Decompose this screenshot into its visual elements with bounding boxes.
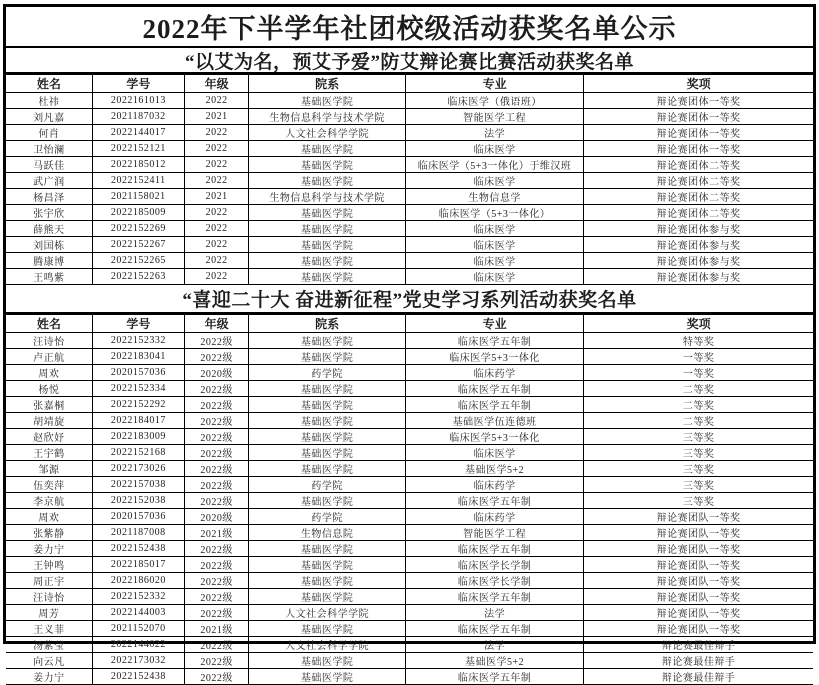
cell-name: 向云凡 xyxy=(6,653,92,669)
cell-student-id: 2022152267 xyxy=(92,237,184,253)
cell-name: 王钟鸣 xyxy=(6,557,92,573)
cell-award: 辩论赛团体参与奖 xyxy=(584,221,813,237)
cell-major: 临床医学（5+3一体化） xyxy=(405,205,583,221)
cell-student-id: 2021187008 xyxy=(92,525,184,541)
cell-college: 生物信息科学与技术学院 xyxy=(249,189,406,205)
cell-award: 辩论赛团体参与奖 xyxy=(584,237,813,253)
cell-grade: 2022级 xyxy=(184,669,249,685)
cell-award: 辩论赛团队一等奖 xyxy=(584,541,813,557)
col-header-grade: 年级 xyxy=(184,315,249,333)
cell-student-id: 2022173032 xyxy=(92,653,184,669)
cell-college: 基础医学院 xyxy=(249,397,406,413)
cell-grade: 2020级 xyxy=(184,509,249,525)
cell-award: 辩论赛团队一等奖 xyxy=(584,589,813,605)
table-row xyxy=(6,205,813,221)
col-header-college: 院系 xyxy=(249,75,406,93)
cell-student-id: 2020157036 xyxy=(92,365,184,381)
table-body xyxy=(6,93,813,285)
cell-grade: 2021级 xyxy=(184,621,249,637)
cell-major: 临床医学 xyxy=(405,141,583,157)
cell-name: 刘国栋 xyxy=(6,237,92,253)
cell-major: 临床医学五年制 xyxy=(405,333,583,349)
cell-student-id: 2022152168 xyxy=(92,445,184,461)
cell-name: 邹源 xyxy=(6,461,92,477)
cell-name: 张宇欣 xyxy=(6,205,92,221)
header-row xyxy=(6,315,813,333)
cell-student-id: 2022144022 xyxy=(92,637,184,653)
cell-college: 人文社会科学学院 xyxy=(249,605,406,621)
table-header xyxy=(6,315,813,333)
table-row xyxy=(6,93,813,109)
cell-award: 三等奖 xyxy=(584,461,813,477)
table-row xyxy=(6,525,813,541)
table-row xyxy=(6,253,813,269)
col-header-major: 专业 xyxy=(405,75,583,93)
cell-college: 基础医学院 xyxy=(249,445,406,461)
cell-college: 基础医学院 xyxy=(249,253,406,269)
cell-college: 人文社会科学学院 xyxy=(249,637,406,653)
table-row xyxy=(6,509,813,525)
cell-college: 基础医学院 xyxy=(249,461,406,477)
cell-major: 生物信息学 xyxy=(405,189,583,205)
cell-grade: 2022 xyxy=(184,237,249,253)
table-row xyxy=(6,125,813,141)
cell-major: 临床医学五年制 xyxy=(405,397,583,413)
table-row xyxy=(6,621,813,637)
col-header-student-id: 学号 xyxy=(92,315,184,333)
cell-award: 辩论赛团体参与奖 xyxy=(584,269,813,285)
col-header-name: 姓名 xyxy=(6,315,92,333)
cell-major: 基础医学5+2 xyxy=(405,653,583,669)
cell-name: 张紫静 xyxy=(6,525,92,541)
cell-major: 临床医学 xyxy=(405,237,583,253)
table-row xyxy=(6,365,813,381)
cell-award: 辩论赛团队一等奖 xyxy=(584,573,813,589)
cell-student-id: 2022185017 xyxy=(92,557,184,573)
cell-college: 药学院 xyxy=(249,477,406,493)
cell-grade: 2022级 xyxy=(184,461,249,477)
section-title-party-history-study: “喜迎二十大 奋进新征程”党史学习系列活动获奖名单 xyxy=(6,284,813,314)
page-title: 2022年下半学年社团校级活动获奖名单公示 xyxy=(6,7,813,48)
cell-name: 伍奕萍 xyxy=(6,477,92,493)
cell-award: 辩论赛团体一等奖 xyxy=(584,141,813,157)
table-row xyxy=(6,477,813,493)
cell-college: 基础医学院 xyxy=(249,157,406,173)
cell-name: 卢正航 xyxy=(6,349,92,365)
cell-name: 周正宇 xyxy=(6,573,92,589)
cell-grade: 2022 xyxy=(184,221,249,237)
table-row xyxy=(6,269,813,285)
cell-major: 临床医学长学制 xyxy=(405,573,583,589)
cell-grade: 2022 xyxy=(184,157,249,173)
cell-grade: 2020级 xyxy=(184,365,249,381)
cell-award: 辩论赛团队一等奖 xyxy=(584,557,813,573)
cell-grade: 2022 xyxy=(184,269,249,285)
cell-award: 二等奖 xyxy=(584,413,813,429)
cell-major: 法学 xyxy=(405,605,583,621)
cell-award: 三等奖 xyxy=(584,493,813,509)
cell-student-id: 2021187032 xyxy=(92,109,184,125)
cell-college: 基础医学院 xyxy=(249,381,406,397)
cell-grade: 2022级 xyxy=(184,397,249,413)
cell-student-id: 2022161013 xyxy=(92,93,184,109)
cell-name: 周欢 xyxy=(6,509,92,525)
cell-grade: 2022级 xyxy=(184,653,249,669)
cell-award: 二等奖 xyxy=(584,381,813,397)
cell-award: 辩论赛团队一等奖 xyxy=(584,621,813,637)
cell-student-id: 2022152038 xyxy=(92,493,184,509)
cell-award: 辩论赛团体一等奖 xyxy=(584,93,813,109)
cell-major: 临床医学（俄语班） xyxy=(405,93,583,109)
table-row xyxy=(6,173,813,189)
cell-award: 辩论赛团队一等奖 xyxy=(584,525,813,541)
cell-major: 临床药学 xyxy=(405,509,583,525)
cell-grade: 2022 xyxy=(184,173,249,189)
cell-name: 王义菲 xyxy=(6,621,92,637)
cell-name: 王宇鹤 xyxy=(6,445,92,461)
cell-award: 辩论赛团队一等奖 xyxy=(584,605,813,621)
cell-name: 武广润 xyxy=(6,173,92,189)
cell-award: 二等奖 xyxy=(584,397,813,413)
table-row xyxy=(6,653,813,669)
cell-student-id: 2022152265 xyxy=(92,253,184,269)
cell-major: 临床医学 xyxy=(405,221,583,237)
cell-grade: 2021 xyxy=(184,189,249,205)
cell-award: 一等奖 xyxy=(584,365,813,381)
cell-student-id: 2022186020 xyxy=(92,573,184,589)
cell-name: 赵欣妤 xyxy=(6,429,92,445)
cell-student-id: 2022185009 xyxy=(92,205,184,221)
table-row xyxy=(6,637,813,653)
cell-major: 基础医学伍连德班 xyxy=(405,413,583,429)
table-row xyxy=(6,189,813,205)
cell-award: 辩论赛团体一等奖 xyxy=(584,109,813,125)
table-row xyxy=(6,157,813,173)
cell-college: 基础医学院 xyxy=(249,221,406,237)
section-debate-contest xyxy=(6,48,813,285)
cell-name: 周欢 xyxy=(6,365,92,381)
cell-college: 基础医学院 xyxy=(249,589,406,605)
table-row xyxy=(6,461,813,477)
cell-award: 辩论赛团体一等奖 xyxy=(584,125,813,141)
table-row xyxy=(6,557,813,573)
cell-grade: 2022级 xyxy=(184,557,249,573)
cell-award: 辩论赛团体二等奖 xyxy=(584,205,813,221)
cell-name: 腾康博 xyxy=(6,253,92,269)
header-row xyxy=(6,75,813,93)
cell-student-id: 2022144017 xyxy=(92,125,184,141)
table-row xyxy=(6,429,813,445)
table-row xyxy=(6,669,813,685)
cell-student-id: 2022183009 xyxy=(92,429,184,445)
cell-student-id: 2022152269 xyxy=(92,221,184,237)
cell-major: 临床医学 xyxy=(405,445,583,461)
cell-major: 临床医学长学制 xyxy=(405,557,583,573)
award-table-debate-contest xyxy=(6,74,813,285)
cell-grade: 2022 xyxy=(184,205,249,221)
cell-name: 王鸣紫 xyxy=(6,269,92,285)
table-row xyxy=(6,349,813,365)
cell-name: 杨昌泽 xyxy=(6,189,92,205)
table-row xyxy=(6,541,813,557)
cell-major: 临床药学 xyxy=(405,365,583,381)
cell-grade: 2022 xyxy=(184,93,249,109)
cell-name: 汪诗怡 xyxy=(6,333,92,349)
cell-student-id: 2022152438 xyxy=(92,669,184,685)
cell-student-id: 2022152332 xyxy=(92,333,184,349)
cell-grade: 2022 xyxy=(184,253,249,269)
cell-student-id: 2022152334 xyxy=(92,381,184,397)
table-row xyxy=(6,397,813,413)
cell-student-id: 2022152292 xyxy=(92,397,184,413)
cell-name: 杨悦 xyxy=(6,381,92,397)
cell-grade: 2022级 xyxy=(184,541,249,557)
cell-student-id: 2021152070 xyxy=(92,621,184,637)
cell-major: 临床医学 xyxy=(405,173,583,189)
cell-college: 基础医学院 xyxy=(249,573,406,589)
cell-grade: 2022级 xyxy=(184,413,249,429)
table-row xyxy=(6,237,813,253)
award-table-party-history-study xyxy=(6,314,813,685)
cell-name: 汤紫莹 xyxy=(6,637,92,653)
cell-college: 基础医学院 xyxy=(249,237,406,253)
cell-grade: 2022级 xyxy=(184,445,249,461)
cell-major: 临床医学（5+3一体化）于维汉班 xyxy=(405,157,583,173)
cell-major: 临床药学 xyxy=(405,477,583,493)
cell-student-id: 2021158021 xyxy=(92,189,184,205)
cell-student-id: 2022144003 xyxy=(92,605,184,621)
table-row xyxy=(6,589,813,605)
award-announcement-document xyxy=(3,4,816,684)
cell-college: 基础医学院 xyxy=(249,669,406,685)
cell-major: 临床医学五年制 xyxy=(405,541,583,557)
cell-college: 基础医学院 xyxy=(249,557,406,573)
cell-award: 辩论赛最佳辩手 xyxy=(584,669,813,685)
cell-college: 基础医学院 xyxy=(249,621,406,637)
cell-college: 生物信息科学与技术学院 xyxy=(249,109,406,125)
cell-name: 何肖 xyxy=(6,125,92,141)
cell-grade: 2022级 xyxy=(184,573,249,589)
cell-name: 姜力宁 xyxy=(6,541,92,557)
cell-award: 辩论赛最佳辩手 xyxy=(584,637,813,653)
cell-major: 临床医学 xyxy=(405,269,583,285)
cell-award: 三等奖 xyxy=(584,477,813,493)
cell-name: 汪诗怡 xyxy=(6,589,92,605)
cell-major: 智能医学工程 xyxy=(405,525,583,541)
table-row xyxy=(6,141,813,157)
cell-college: 基础医学院 xyxy=(249,141,406,157)
cell-student-id: 2022152121 xyxy=(92,141,184,157)
table-row xyxy=(6,381,813,397)
table-row xyxy=(6,221,813,237)
cell-college: 基础医学院 xyxy=(249,269,406,285)
cell-name: 卫怡澜 xyxy=(6,141,92,157)
cell-name: 杜祎 xyxy=(6,93,92,109)
cell-major: 临床医学五年制 xyxy=(405,589,583,605)
cell-grade: 2022 xyxy=(184,141,249,157)
cell-college: 基础医学院 xyxy=(249,541,406,557)
table-row xyxy=(6,413,813,429)
col-header-major: 专业 xyxy=(405,315,583,333)
cell-college: 基础医学院 xyxy=(249,413,406,429)
cell-student-id: 2022152438 xyxy=(92,541,184,557)
cell-award: 三等奖 xyxy=(584,445,813,461)
col-header-student-id: 学号 xyxy=(92,75,184,93)
cell-name: 周芳 xyxy=(6,605,92,621)
cell-student-id: 2020157036 xyxy=(92,509,184,525)
cell-name: 胡靖旋 xyxy=(6,413,92,429)
cell-major: 临床医学五年制 xyxy=(405,493,583,509)
cell-grade: 2022 xyxy=(184,125,249,141)
cell-name: 姜力宁 xyxy=(6,669,92,685)
cell-college: 基础医学院 xyxy=(249,93,406,109)
table-row xyxy=(6,109,813,125)
cell-college: 基础医学院 xyxy=(249,333,406,349)
cell-college: 基础医学院 xyxy=(249,493,406,509)
cell-major: 临床医学五年制 xyxy=(405,621,583,637)
cell-student-id: 2022183041 xyxy=(92,349,184,365)
cell-award: 辩论赛最佳辩手 xyxy=(584,653,813,669)
col-header-name: 姓名 xyxy=(6,75,92,93)
cell-award: 特等奖 xyxy=(584,333,813,349)
cell-student-id: 2022152263 xyxy=(92,269,184,285)
table-row xyxy=(6,445,813,461)
cell-student-id: 2022152411 xyxy=(92,173,184,189)
cell-award: 辩论赛团体二等奖 xyxy=(584,157,813,173)
table-row xyxy=(6,573,813,589)
cell-grade: 2022级 xyxy=(184,637,249,653)
col-header-award: 奖项 xyxy=(584,315,813,333)
cell-grade: 2022级 xyxy=(184,605,249,621)
table-row xyxy=(6,605,813,621)
cell-grade: 2022级 xyxy=(184,333,249,349)
cell-name: 马跃佳 xyxy=(6,157,92,173)
cell-college: 基础医学院 xyxy=(249,205,406,221)
cell-major: 智能医学工程 xyxy=(405,109,583,125)
cell-name: 刘凡嘉 xyxy=(6,109,92,125)
cell-college: 基础医学院 xyxy=(249,653,406,669)
table-header xyxy=(6,75,813,93)
cell-college: 基础医学院 xyxy=(249,429,406,445)
table-body xyxy=(6,333,813,685)
section-title-debate-contest: “以艾为名，预艾予爱”防艾辩论赛比赛活动获奖名单 xyxy=(6,48,813,74)
cell-major: 法学 xyxy=(405,637,583,653)
cell-grade: 2022级 xyxy=(184,429,249,445)
col-header-grade: 年级 xyxy=(184,75,249,93)
cell-major: 临床医学五年制 xyxy=(405,669,583,685)
cell-grade: 2022级 xyxy=(184,381,249,397)
cell-name: 张嘉桐 xyxy=(6,397,92,413)
cell-major: 临床医学5+3一体化 xyxy=(405,429,583,445)
cell-major: 临床医学五年制 xyxy=(405,381,583,397)
cell-major: 临床医学5+3一体化 xyxy=(405,349,583,365)
cell-major: 临床医学 xyxy=(405,253,583,269)
cell-award: 辩论赛团体二等奖 xyxy=(584,173,813,189)
cell-award: 辩论赛团体参与奖 xyxy=(584,253,813,269)
cell-student-id: 2022184017 xyxy=(92,413,184,429)
cell-name: 薛熊天 xyxy=(6,221,92,237)
cell-award: 一等奖 xyxy=(584,349,813,365)
cell-student-id: 2022173026 xyxy=(92,461,184,477)
cell-student-id: 2022157038 xyxy=(92,477,184,493)
cell-award: 三等奖 xyxy=(584,429,813,445)
cell-college: 药学院 xyxy=(249,509,406,525)
cell-grade: 2022级 xyxy=(184,589,249,605)
cell-award: 辩论赛团体二等奖 xyxy=(584,189,813,205)
cell-student-id: 2022152332 xyxy=(92,589,184,605)
col-header-college: 院系 xyxy=(249,315,406,333)
cell-grade: 2022级 xyxy=(184,493,249,509)
cell-college: 基础医学院 xyxy=(249,173,406,189)
cell-college: 生物信息院 xyxy=(249,525,406,541)
cell-grade: 2021 xyxy=(184,109,249,125)
cell-college: 基础医学院 xyxy=(249,349,406,365)
cell-award: 辩论赛团队一等奖 xyxy=(584,509,813,525)
cell-student-id: 2022185012 xyxy=(92,157,184,173)
cell-grade: 2022级 xyxy=(184,349,249,365)
cell-name: 李京航 xyxy=(6,493,92,509)
cell-major: 基础医学5+2 xyxy=(405,461,583,477)
col-header-award: 奖项 xyxy=(584,75,813,93)
cell-grade: 2022级 xyxy=(184,477,249,493)
cell-major: 法学 xyxy=(405,125,583,141)
section-party-history-study xyxy=(6,285,813,685)
cell-college: 人文社会科学学院 xyxy=(249,125,406,141)
cell-grade: 2021级 xyxy=(184,525,249,541)
table-row xyxy=(6,493,813,509)
cell-college: 药学院 xyxy=(249,365,406,381)
table-row xyxy=(6,333,813,349)
